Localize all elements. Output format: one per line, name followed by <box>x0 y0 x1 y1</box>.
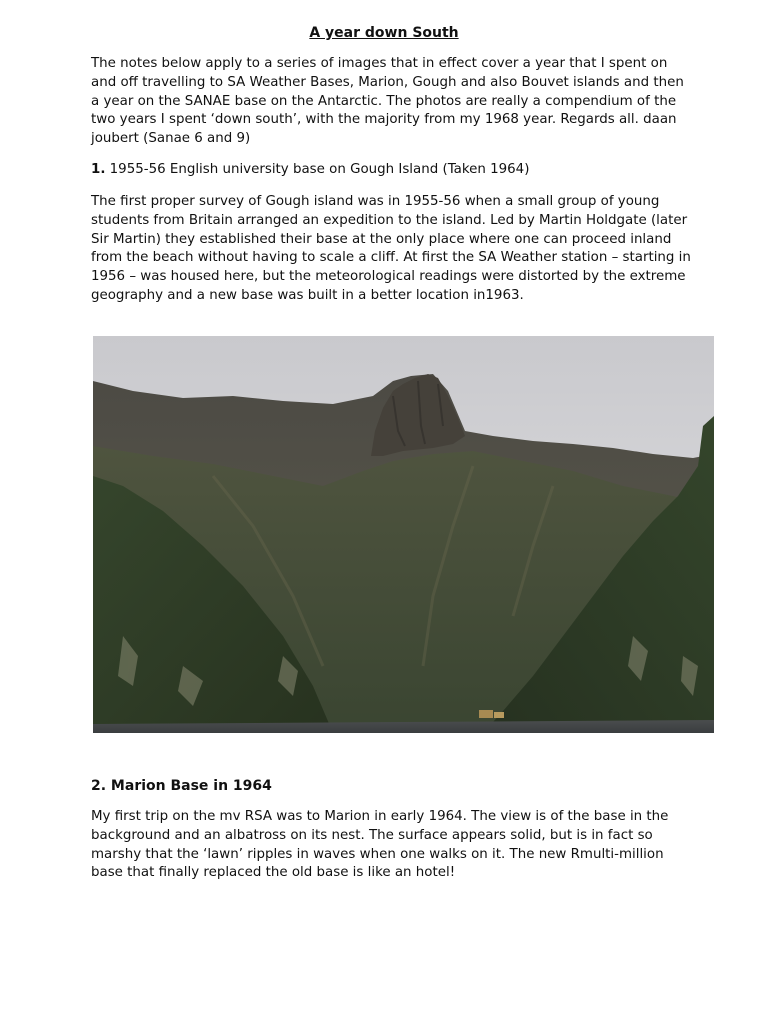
section-1-number: 1. <box>91 162 106 177</box>
section-2-heading: 2. Marion Base in 1964 <box>91 778 272 794</box>
document-title: A year down South <box>309 25 459 41</box>
section-1-heading <box>91 161 691 180</box>
gough-island-photo <box>93 336 714 733</box>
section-1-body: The first proper survey of Gough island was in 1955-56 when a small group of young students from Britain arranged an expedition to the island. Led by Martin Holdgate (later Sir Martin) they established their base at the only place where one can proceed inland from the beach without having to scale a cliff. At first the SA Weather station – starting in 1956 – was housed here, but the meteorological readings were distorted by the extreme geography and a new base was built in a better location in1963. <box>91 194 691 303</box>
section-2-body: My first trip on the mv RSA was to Marion in early 1964. The view is of the base in the background and an albatross on its nest. The surface appears solid, but is in fact so marshy that the ‘lawn’ ripples in waves when one walks on it. The new Rmulti-million base that finally replaced the old base is like an hotel! <box>91 809 669 881</box>
intro-paragraph: The notes below apply to a series of images that in effect cover a year that I spent on and off travelling to SA Weather Bases, Marion, Gough and also Bouvet islands and then a year on the SANAE base on the Antarctic. The photos are really a compendium of the two years I spent ‘down south’, with the majority from my 1968 year. Regards all. daan joubert (Sanae 6 and 9) <box>91 56 684 147</box>
section-1-heading-text: 1955-56 English university base on Gough Island (Taken 1964) <box>105 162 530 177</box>
